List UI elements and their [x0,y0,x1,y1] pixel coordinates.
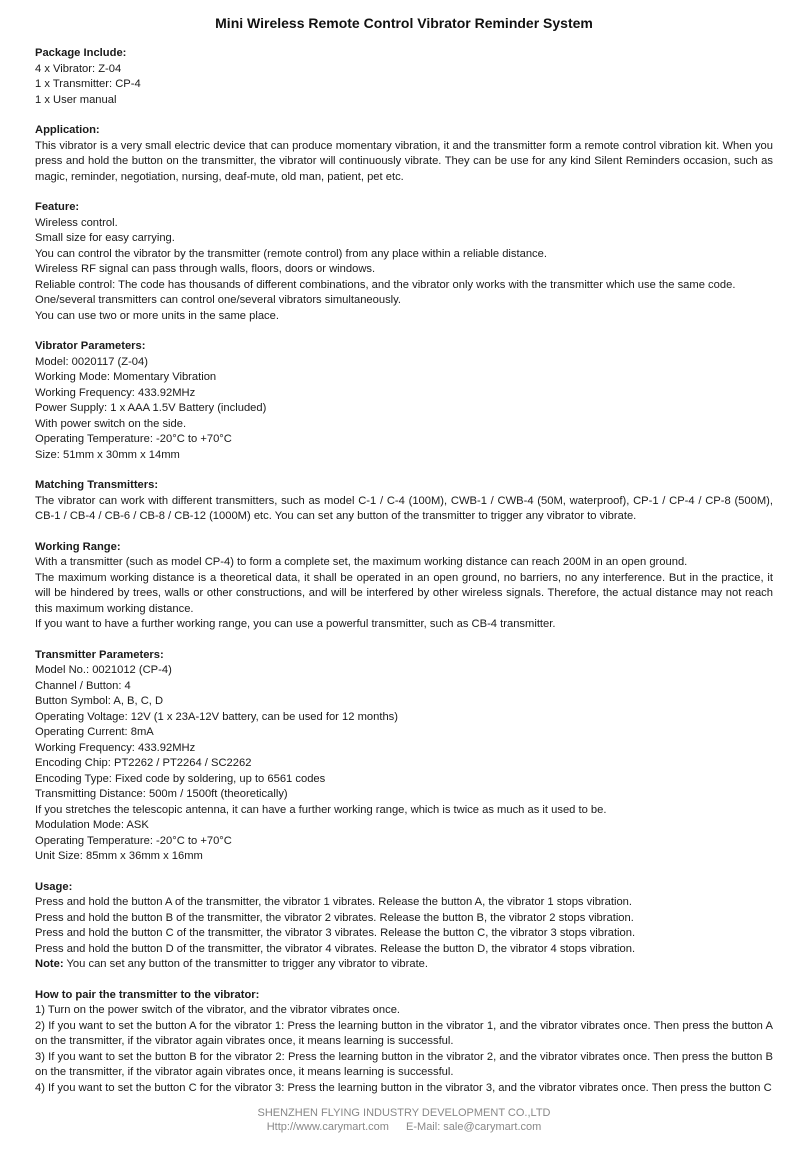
section [35,648,773,865]
section-line: Encoding Chip: PT2262 / PT2264 / SC2262 [35,757,252,769]
footer-website[interactable]: Http://www.carymart.com [266,1121,389,1133]
page-footer [0,1106,808,1134]
section-line: Working Mode: Momentary Vibration [35,371,217,383]
section-line: Transmitting Distance: 500m / 1500ft (theoretically) [35,788,288,800]
section [35,123,773,185]
footer-contact [0,1120,808,1134]
section-line: Unit Size: 85mm x 36mm x 16mm [35,850,203,862]
section-line: Small size for easy carrying. [35,232,175,244]
section-line: Operating Temperature: -20°C to +70°C [35,433,232,445]
section-line: Working Frequency: 433.92MHz [35,741,196,754]
section-line: The vibrator can work with different transmitters, such as model C-1 / C-4 (100M), CWB-1 / CWB-4 (50M, waterproof), CP-1 / CP-4 / CP-8 (500M), CB-1 / CB-4 / CB-6 / CB-8 / CB-12 (1000M) etc. You can set any button of the transmitter to trigger any vibrator to vibrate. [35,494,773,522]
section [35,540,773,633]
section-line: Press and hold the button D of the transmitter, the vibrator 4 vibrates. Release the button D, the vibrator 4 stops vibration. [35,942,636,955]
section-line: Operating Temperature: -20°C to +70°C [35,834,232,847]
section-heading: Matching Transmitters: [35,479,159,491]
section-line: Model: 0020117 (Z-04) [35,355,148,368]
section-line: Button Symbol: A, B, C, D [35,695,164,707]
section-line: 3) If you want to set the button B for the vibrator 2: Press the learning button in the vibrator 2, and the vibrator vibrates once. Then press the button B on the transmitter, if the vibrator again vibrates once, it means learning is successful. [35,1050,773,1078]
section-line: Operating Voltage: 12V (1 x 23A-12V battery, can be used for 12 months) [35,710,398,723]
section [35,988,773,1097]
document-title: Mini Wireless Remote Control Vibrator Reminder System [215,15,593,31]
section [35,880,773,973]
document-page [35,14,773,1111]
section-heading: Feature: [35,201,80,213]
section-heading: Transmitter Parameters: [35,648,164,661]
section-line: Press and hold the button C of the transmitter, the vibrator 3 vibrates. Release the button C, the vibrator 3 stops vibration. [35,927,636,939]
footer-email[interactable]: E-Mail: sale@carymart.com [406,1121,542,1133]
section-line: Operating Current: 8mA [35,726,154,738]
section-heading: Working Range: [35,540,121,553]
note-text: You can set any button of the transmitter to trigger any vibrator to vibrate. [63,958,429,970]
section-line: You can use two or more units in the same place. [35,309,279,322]
note-label: Note: [35,958,64,970]
section-line: 2) If you want to set the button A for the vibrator 1: Press the learning button in the vibrator 1, and the vibrator vibrates once. Then press the button A on the transmitter, if the vibrator again vibrates once, it means learning is successful. [35,1019,773,1047]
section-line: With power switch on the side. [35,417,187,430]
section-line: Channel / Button: 4 [35,679,131,692]
section-line: Press and hold the button A of the transmitter, the vibrator 1 vibrates. Release the button A, the vibrator 1 stops vibration. [35,896,633,908]
section-line: The maximum working distance is a theoretical data, it shall be operated in an open ground, no barriers, no any interference. But in the practice, it will be hindered by trees, walls or other constructions, and will be interfered by other wireless signals. Therefore, the actual distance may not reach this maximum working distance. [35,571,773,615]
document-body [35,46,773,1096]
section-heading: Vibrator Parameters: [35,340,146,352]
section-line: With a transmitter (such as model CP-4) to form a complete set, the maximum working distance can reach 200M in an open ground. [35,556,688,568]
section-line: Reliable control: The code has thousands of different combinations, and the vibrator only works with the transmitter which use the same code. [35,278,736,291]
section-line: Model No.: 0021012 (CP-4) [35,664,172,676]
note-line [35,957,773,973]
section [35,339,773,463]
section-line: Encoding Type: Fixed code by soldering, up to 6561 codes [35,772,326,785]
section-line: If you stretches the telescopic antenna, it can have a further working range, which is twice as much as it used to be. [35,803,607,816]
section [35,200,773,324]
section-line: Press and hold the button B of the transmitter, the vibrator 2 vibrates. Release the button B, the vibrator 2 stops vibration. [35,911,634,924]
section-line: Modulation Mode: ASK [35,819,149,831]
section-line: 4) If you want to set the button C for the vibrator 3: Press the learning button in the vibrator 3, and the vibrator vibrates once. Then press the button C [35,1081,772,1094]
section-line: You can control the vibrator by the transmitter (remote control) from any place within a reliable distance. [35,247,547,260]
section-line: Power Supply: 1 x AAA 1.5V Battery (included) [35,402,267,414]
section-heading: Application: [35,124,100,136]
section-line: If you want to have a further working range, you can use a powerful transmitter, such as CB-4 transmitter. [35,618,556,630]
section-line: Size: 51mm x 30mm x 14mm [35,448,180,461]
section-line: This vibrator is a very small electric device that can produce momentary vibration, it and the transmitter form a remote control vibration kit. When you press and hold the button on the transmitter, the vibrator will continuously vibrate. They can be use for any kind Silent Reminders occasion, such as magic, reminder, negotiation, nursing, deaf-mute, old man, patient, pet etc. [35,139,773,183]
section-line: Working Frequency: 433.92MHz [35,386,196,399]
section-line: 4 x Vibrator: Z-04 [35,62,122,75]
section-line: One/several transmitters can control one/several vibrators simultaneously. [35,294,402,306]
section [35,478,773,525]
section-heading: How to pair the transmitter to the vibrator: [35,988,260,1001]
footer-company: SHENZHEN FLYING INDUSTRY DEVELOPMENT CO.,LTD [257,1107,551,1119]
section-heading: Package Include: [35,47,127,59]
section-heading: Usage: [35,880,73,893]
section-line: 1 x User manual [35,93,117,106]
section-line: 1 x Transmitter: CP-4 [35,78,141,90]
section-line: 1) Turn on the power switch of the vibrator, and the vibrator vibrates once. [35,1004,401,1016]
section [35,46,773,108]
section-line: Wireless RF signal can pass through walls, floors, doors or windows. [35,263,376,275]
section-line: Wireless control. [35,216,118,229]
